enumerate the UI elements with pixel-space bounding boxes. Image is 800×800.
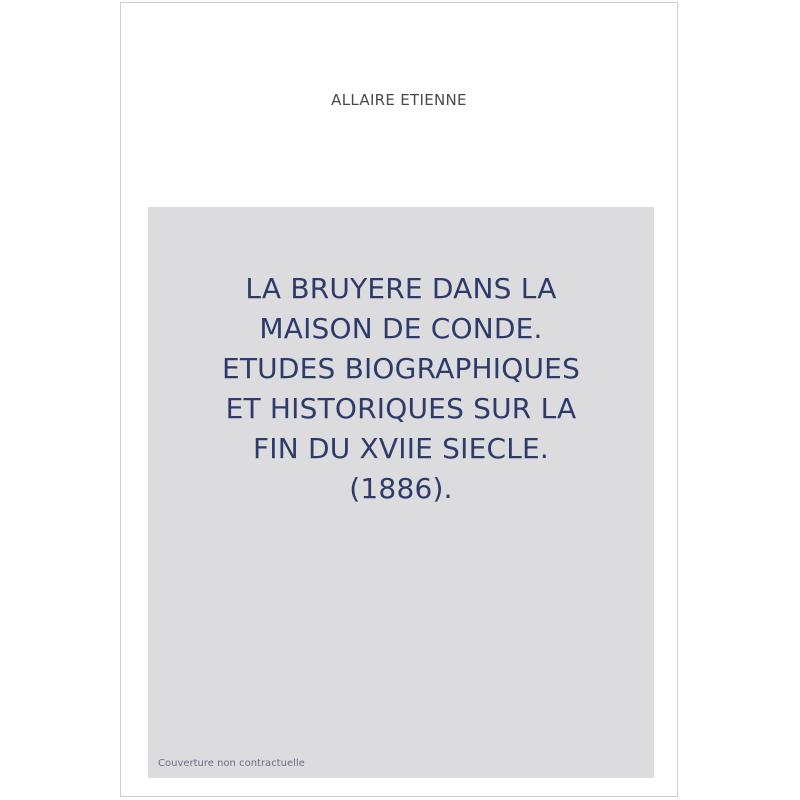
title-line: ET HISTORIQUES SUR LA	[225, 392, 577, 425]
book-cover	[120, 2, 678, 797]
disclaimer-note: Couverture non contractuelle	[158, 758, 305, 769]
book-title	[148, 269, 654, 509]
title-panel	[148, 207, 654, 778]
title-line: MAISON DE CONDE.	[259, 312, 543, 345]
title-line: FIN DU XVIIE SIECLE.	[252, 432, 550, 465]
title-line: (1886).	[349, 472, 453, 505]
title-line: ETUDES BIOGRAPHIQUES	[221, 352, 581, 385]
author-name: ALLAIRE ETIENNE	[331, 91, 467, 109]
title-line: LA BRUYERE DANS LA	[245, 272, 557, 305]
